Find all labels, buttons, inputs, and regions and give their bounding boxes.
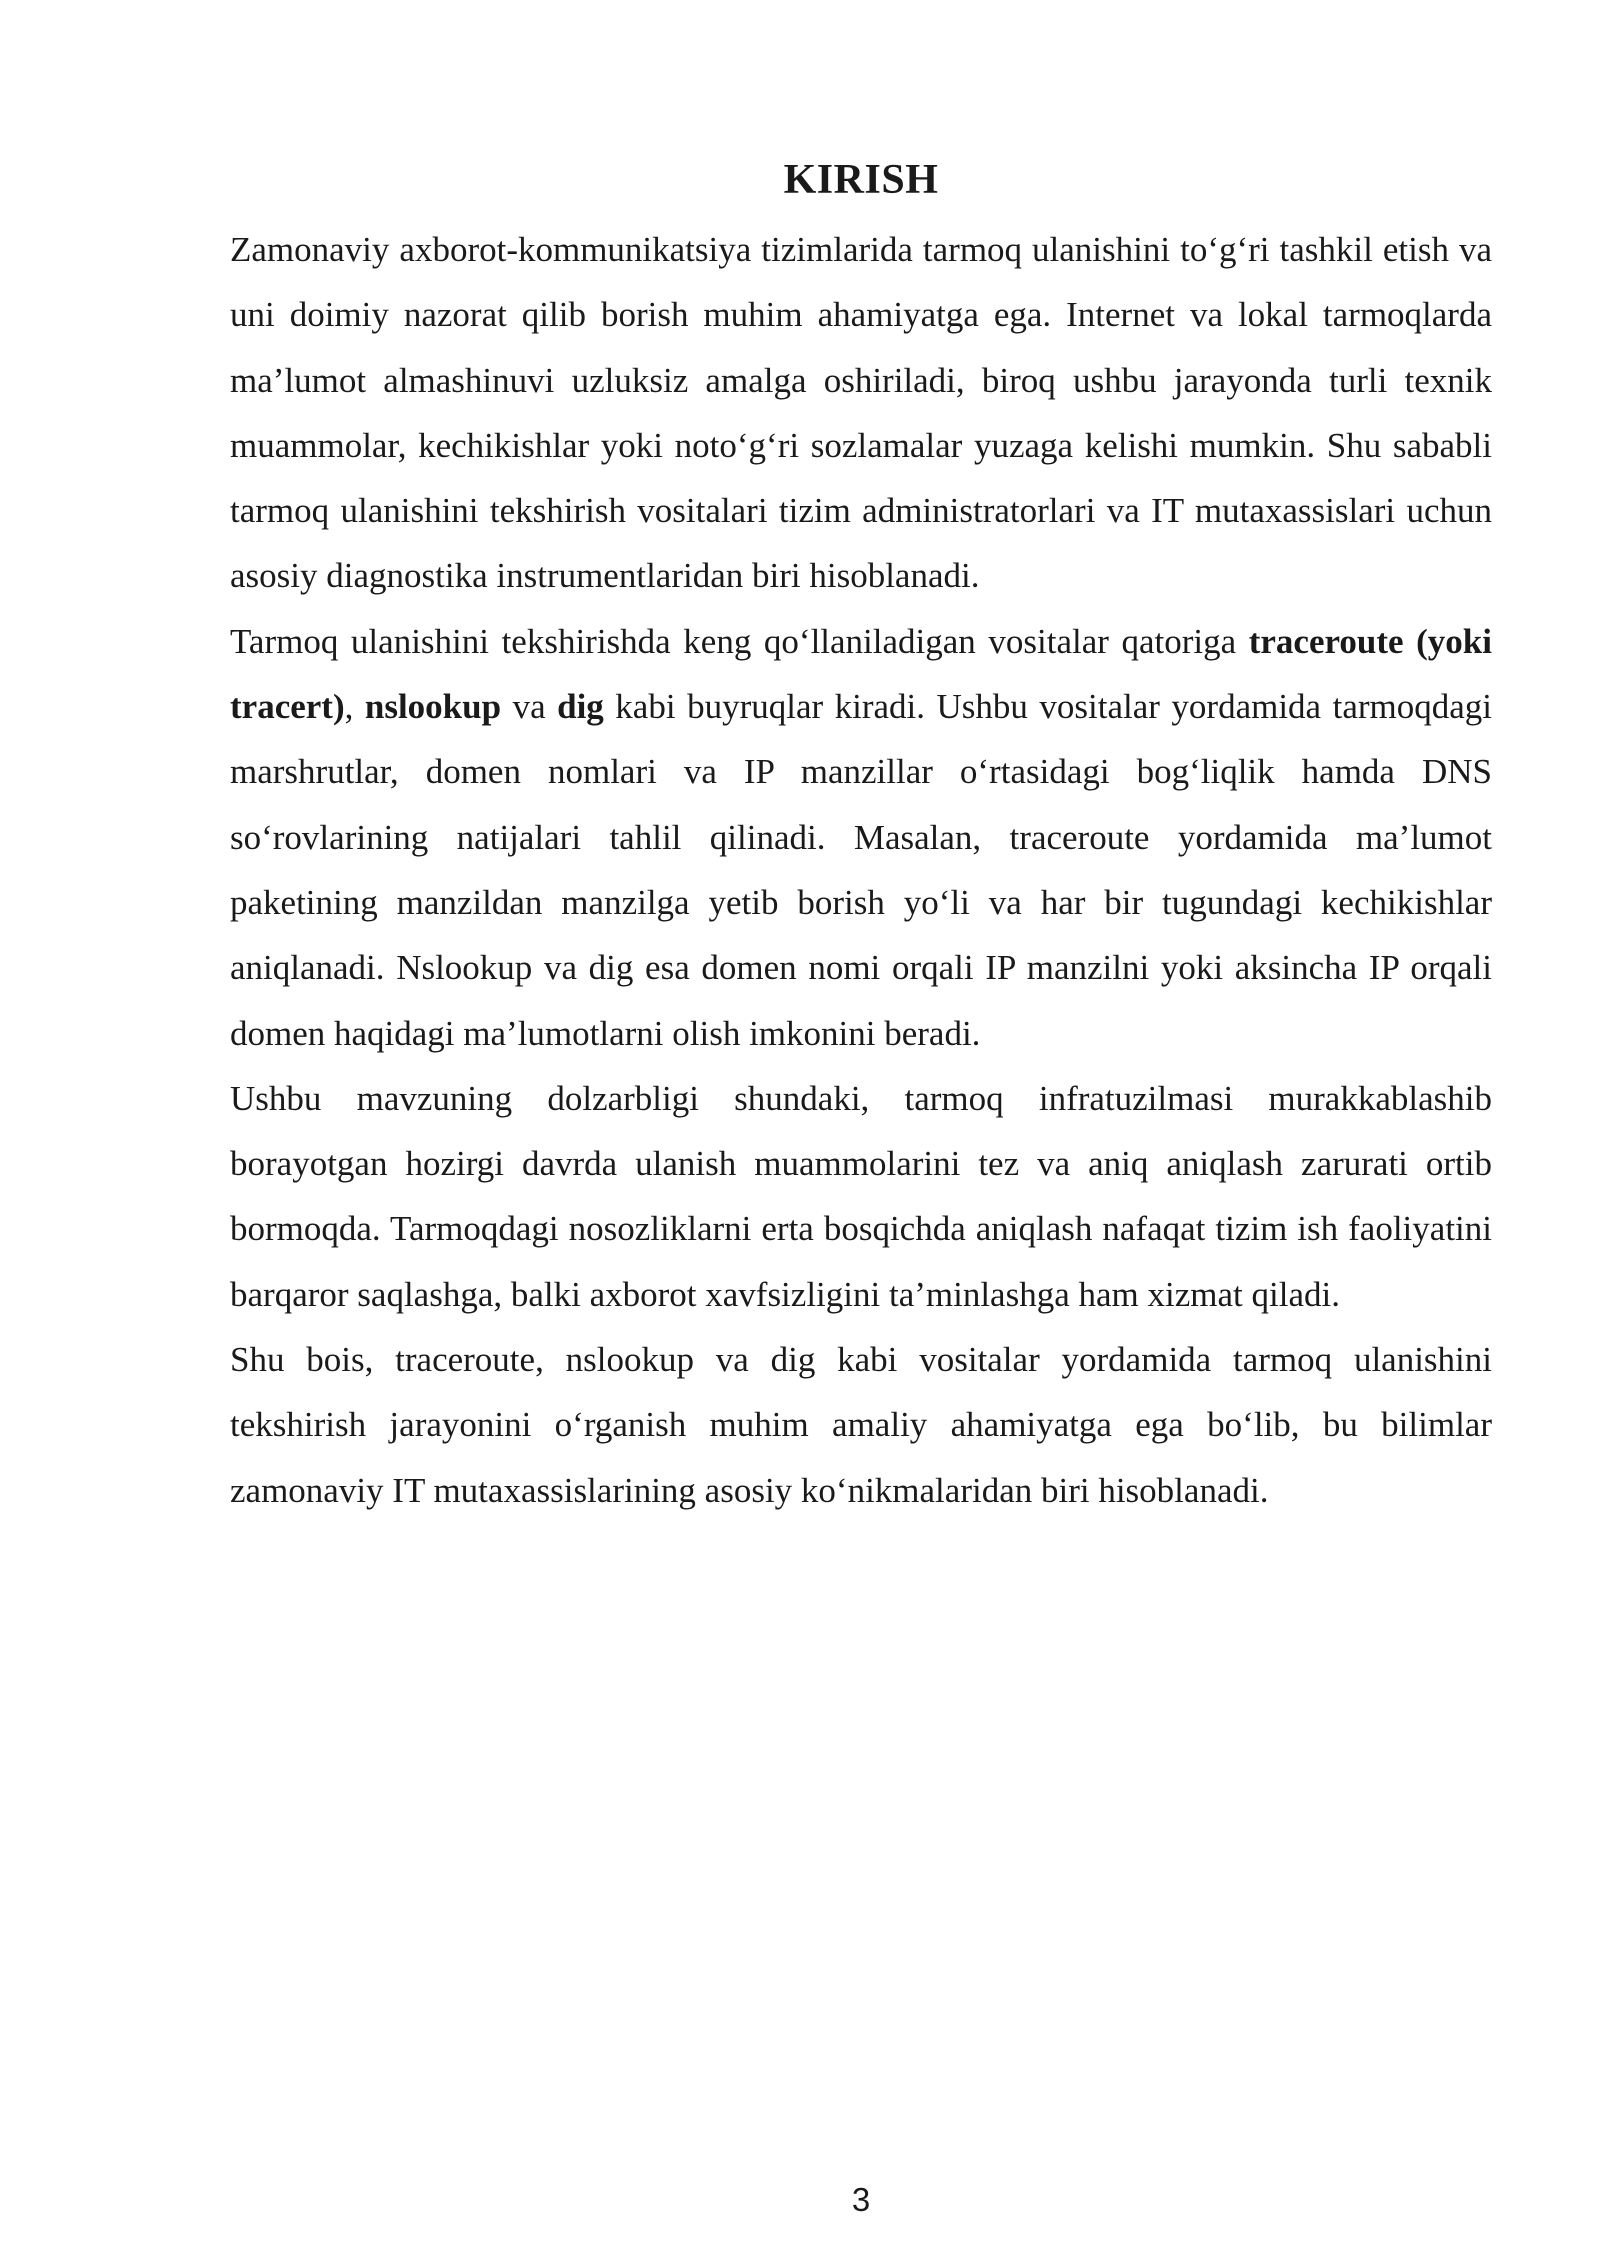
paragraph-3: Ushbu mavzuning dolzarbligi shundaki, tarmoq infratuzilmasi murakkablashib borayotgan hozirgi davrda ulanish muammolarini tez va aniq aniqlash zarurati ortib bormoqda. Tarmoqdagi nosozliklarni erta bosqichda aniqlash nafaqat tizim ish faoliyatini barqaror saqlashga, balki axborot xavfsizligini ta’minlashga ham xizmat qiladi.: [230, 1078, 1492, 1314]
paragraph-4: Shu bois, traceroute, nslookup va dig kabi vositalar yordamida tarmoq ulanishini tekshirish jarayonini o‘rganish muhim amaliy ahamiyatga ega bo‘lib, bu bilimlar zamonaviy IT mutaxassislarining asosiy ko‘nikmalaridan biri hisoblanadi.: [230, 1340, 1492, 1510]
paragraph-2-text-1: Tarmoq ulanishini tekshirishda keng qo‘llaniladigan vositalar qatoriga: [230, 621, 1249, 661]
paragraph-2-text-4: kabi buyruqlar kiradi. Ushbu vositalar yordamida tarmoqdagi marshrutlar, domen nomlari va IP manzillar o‘rtasidagi bog‘liqlik hamda DNS so‘rovlarining natijalari tahlil qilinadi. Masalan, traceroute yordamida ma’lumot paketining manzildan manzilga yetib borish yo‘li va har bir tugundagi kechikishlar aniqlanadi. Nslookup va dig esa domen nomi orqali IP manzilni yoki aksincha IP orqali domen haqidagi ma’lumotlarni olish imkonini beradi.: [230, 687, 1492, 1053]
paragraph-2: [230, 609, 1492, 1066]
paragraph-2-text-2: ,: [344, 687, 365, 727]
paragraph-2-text-3: va: [501, 687, 558, 727]
term-nslookup: nslookup: [364, 687, 502, 727]
term-dig: dig: [557, 687, 604, 727]
body-text: [230, 217, 1492, 1523]
paragraph-1: Zamonaviy axborot-kommunikatsiya tizimlarida tarmoq ulanishini to‘g‘ri tashkil etish va uni doimiy nazorat qilib borish muhim ahamiyatga ega. Internet va lokal tarmoqlarda ma’lumot almashinuvi uzluksiz amalga oshiriladi, biroq ushbu jarayonda turli texnik muammolar, kechikishlar yoki noto‘g‘ri sozlamalar yuzaga kelishi mumkin. Shu sababli tarmoq ulanishini tekshirish vositalari tizim administratorlari va IT mutaxassislari uchun asosiy diagnostika instrumentlaridan biri hisoblanadi.: [230, 230, 1492, 596]
term-traceroute: traceroute (yoki tracert): [230, 621, 1492, 727]
page-number: 3: [851, 2181, 871, 2218]
page-title: KIRISH: [783, 157, 939, 203]
